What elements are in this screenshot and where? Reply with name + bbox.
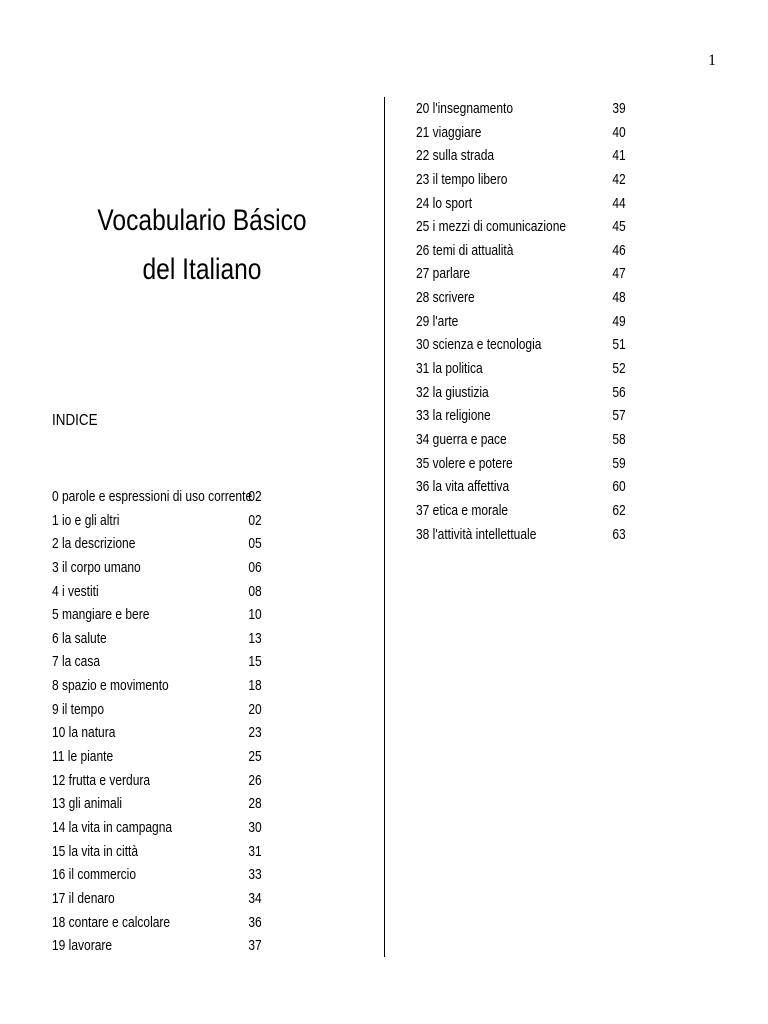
toc-entry	[52, 509, 262, 533]
toc-entry-label: 11 le piante	[52, 748, 114, 766]
toc-entry-label: 21 viaggiare	[416, 123, 482, 141]
toc-entry-page: 60	[612, 478, 626, 496]
toc-entry	[52, 792, 262, 816]
toc-entry	[52, 603, 262, 627]
toc-entry-label: 23 il tempo libero	[416, 170, 508, 188]
toc-entry-label: 25 i mezzi di comunicazione	[416, 218, 567, 236]
toc-entry	[416, 121, 626, 145]
toc-entry-page: 30	[248, 818, 262, 836]
toc-entry-page: 62	[612, 501, 626, 519]
toc-entry-page: 02	[248, 488, 262, 505]
toc-entry-label: 33 la religione	[416, 407, 491, 425]
toc-entry-label: 37 etica e morale	[416, 501, 509, 519]
toc-entry-page: 31	[248, 842, 262, 860]
toc-entry	[416, 310, 626, 334]
toc-entry-page: 28	[248, 795, 262, 813]
toc-entry-page: 05	[248, 535, 262, 553]
toc-entry-label: 35 volere e potere	[416, 454, 513, 472]
toc-entry-label: 17 il denaro	[52, 889, 115, 907]
toc-entry-label: 36 la vita affettiva	[416, 478, 510, 496]
toc-entry-label: 29 l'arte	[416, 312, 459, 330]
toc-entry	[416, 381, 626, 405]
toc-entry-label: 38 l'attività intellettuale	[416, 525, 537, 543]
toc-entry-label: 34 guerra e pace	[416, 430, 507, 448]
toc-entry-page: 57	[612, 407, 626, 425]
toc-entry	[416, 286, 626, 310]
toc-entry-page: 36	[248, 913, 262, 931]
toc-entry	[416, 239, 626, 263]
toc-entry-label: 24 lo sport	[416, 194, 473, 212]
toc-entry	[52, 532, 262, 556]
toc-entry-page: 20	[248, 700, 262, 718]
toc-entry	[416, 357, 626, 381]
toc-entry	[416, 168, 626, 192]
toc-entry-label: 9 il tempo	[52, 700, 105, 718]
toc-entry-page: 33	[248, 866, 262, 884]
toc-entry-page: 45	[612, 218, 626, 236]
toc-entry-page: 08	[248, 582, 262, 600]
toc-entry-label: 14 la vita in campagna	[52, 818, 173, 836]
toc-entry-label: 3 il corpo umano	[52, 558, 141, 576]
toc-entry	[52, 650, 262, 674]
toc-entry-label: 6 la salute	[52, 629, 107, 647]
toc-entry-page: 15	[248, 653, 262, 671]
toc-entry-page: 02	[248, 511, 262, 529]
toc-entry-label: 19 lavorare	[52, 937, 113, 955]
toc-entry-page: 63	[612, 525, 626, 543]
document-title: Vocabulario Básico del Italiano	[97, 204, 307, 286]
toc-entry	[52, 863, 262, 887]
toc-entry-page: 39	[612, 100, 626, 117]
toc-entry-page: 49	[612, 312, 626, 330]
toc-entry	[416, 475, 626, 499]
toc-entry-page: 52	[612, 360, 626, 378]
toc-entry	[416, 192, 626, 216]
toc-entry-label: 8 spazio e movimento	[52, 677, 169, 695]
toc-entry-page: 13	[248, 629, 262, 647]
toc-entry-page: 23	[248, 724, 262, 742]
toc-entry-label: 31 la politica	[416, 360, 483, 378]
toc-entry	[416, 499, 626, 523]
toc-entry-label: 4 i vestiti	[52, 582, 99, 600]
toc-entry-label: 2 la descrizione	[52, 535, 136, 553]
toc-entry-label: 15 la vita in città	[52, 842, 139, 860]
toc-entry-page: 40	[612, 123, 626, 141]
toc-entry	[416, 215, 626, 239]
toc-entry-page: 25	[248, 748, 262, 766]
toc-entry-label: 7 la casa	[52, 653, 101, 671]
toc-entry	[52, 580, 262, 604]
toc-entry	[52, 934, 262, 958]
toc-entry-page: 06	[248, 558, 262, 576]
toc-entry-page: 56	[612, 383, 626, 401]
toc-entry	[52, 485, 262, 509]
toc-entry-label: 30 scienza e tecnologia	[416, 336, 542, 354]
toc-entry-page: 42	[612, 170, 626, 188]
toc-entry-page: 58	[612, 430, 626, 448]
toc-entry	[416, 452, 626, 476]
toc-entry-page: 46	[612, 241, 626, 259]
toc-entry	[52, 840, 262, 864]
toc-entry	[416, 262, 626, 286]
toc-entry	[52, 721, 262, 745]
index-heading: INDICE	[52, 412, 98, 429]
toc-entry-label: 27 parlare	[416, 265, 471, 283]
toc-entry	[52, 556, 262, 580]
toc-entry	[416, 144, 626, 168]
toc-entry-page: 59	[612, 454, 626, 472]
toc-entry-page: 10	[248, 606, 262, 624]
toc-entry-label: 28 scrivere	[416, 289, 475, 307]
toc-entry	[52, 911, 262, 935]
toc-entry-label: 26 temi di attualità	[416, 241, 514, 259]
toc-entry-label: 1 io e gli altri	[52, 511, 120, 529]
toc-entry	[52, 698, 262, 722]
toc-entry-page: 26	[248, 771, 262, 789]
toc-entry	[52, 816, 262, 840]
toc-entry-label: 16 il commercio	[52, 866, 137, 884]
toc-entry-label: 22 sulla strada	[416, 147, 495, 165]
toc-entry-label: 20 l'insegnamento	[416, 100, 514, 117]
toc-entry-page: 48	[612, 289, 626, 307]
toc-entry	[416, 428, 626, 452]
toc-entry-page: 34	[248, 889, 262, 907]
toc-entry-label: 18 contare e calcolare	[52, 913, 171, 931]
column-divider	[384, 97, 385, 957]
toc-entry-label: 10 la natura	[52, 724, 116, 742]
toc-entry	[52, 745, 262, 769]
toc-entry-page: 51	[612, 336, 626, 354]
toc-entry	[416, 404, 626, 428]
toc-entry-label: 32 la giustizia	[416, 383, 489, 401]
toc-entry-label: 13 gli animali	[52, 795, 123, 813]
toc-entry	[416, 333, 626, 357]
toc-entry	[52, 769, 262, 793]
toc-entry	[52, 674, 262, 698]
toc-entry-page: 47	[612, 265, 626, 283]
toc-entry-label: 12 frutta e verdura	[52, 771, 151, 789]
toc-entry-page: 41	[612, 147, 626, 165]
toc-entry	[416, 97, 626, 121]
page-number: 1	[708, 52, 716, 69]
toc-entry-page: 37	[248, 937, 262, 955]
toc-column-left	[52, 485, 262, 958]
toc-entry-page: 44	[612, 194, 626, 212]
toc-entry-label: 0 parole e espressioni di uso corrente	[52, 488, 253, 505]
toc-entry	[52, 887, 262, 911]
toc-column-right	[416, 97, 626, 546]
toc-entry	[416, 523, 626, 547]
toc-entry-label: 5 mangiare e bere	[52, 606, 150, 624]
toc-entry-page: 18	[248, 677, 262, 695]
toc-entry	[52, 627, 262, 651]
